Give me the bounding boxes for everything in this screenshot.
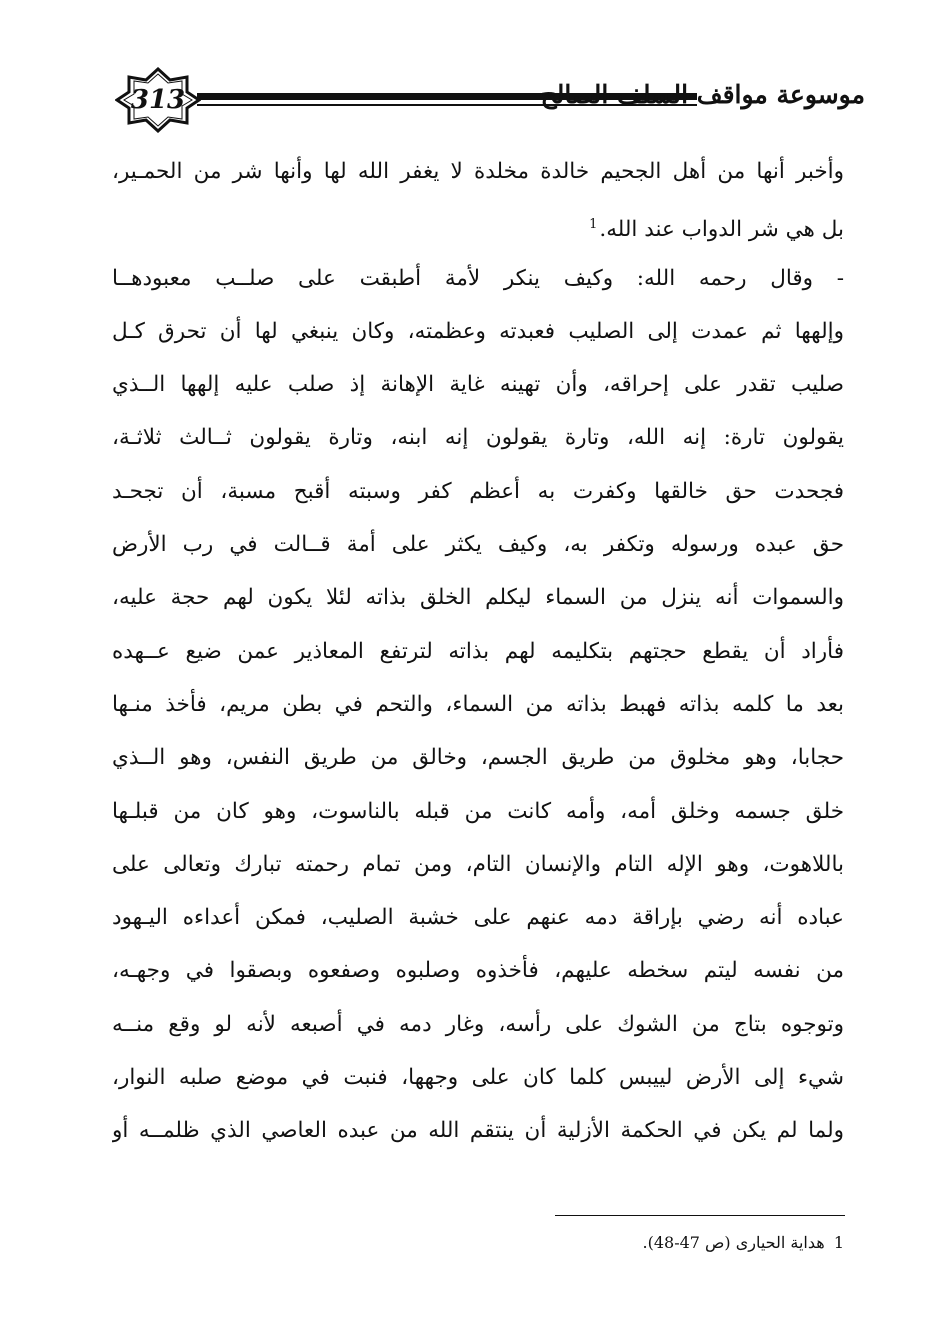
text-line: بل هي شر الدواب عند الله.$^1$ [589,217,844,243]
text-line: فأراد أن يقطع حجتهم بتكليمه لهم بذاته لترتفع المعاذير عمن ضيع عــهده [112,638,844,664]
footnote-number: 1 [833,1233,844,1252]
text-line: من نفسه ليتم سخطه عليهم، فأخذوه وصلبوه وصفعوه وبصقوا في وجهـه، [112,958,844,984]
page-header [105,65,865,135]
text-line: بعد ما كلمه بذاته فهبط بذاته من السماء، والتحم في بطن مريم، فأخذ منـها [112,691,844,717]
text-line: - وقال رحمه الله: وكيف ينكر لأمة أطبقت على صلــب معبودهــا [112,265,844,291]
footnote [643,1233,845,1252]
page-number: 313 [130,85,186,115]
text-line: يقولون تارة: إنه الله، وتارة يقولون إنه ابنه، وتارة يقولون ثــالث ثلاثـة، [112,425,844,451]
text-line: ولما لم يكن في الحكمة الأزلية أن ينتقم الله من عبده العاصي الذي ظلمــه أو [112,1118,844,1144]
text-line: وأخبر أنها من أهل الجحيم خالدة مخلدة لا يغفر الله لها وأنها شر من الحمـير، [112,159,844,184]
series-title: موسوعة مواقف السلف الصالح [540,80,865,109]
text-line: شيء إلى الأرض لييبس كلما كان على وجهها، فنبت في موضع صلبه النوار، [112,1065,844,1091]
text-line: حق عبده ورسوله وتكفر به، وكيف يكثر على أمة قــالت في رب الأرض [112,532,844,558]
footnote-separator [555,1215,845,1216]
text-line: فجحدت حق خالقها وكفرت به أعظم كفر وسبته أقبح مسبة، أن تجحـد [112,478,844,504]
body-text [112,145,844,1158]
text-line: صليب تقدر على إحراقه، وأن تهينه غاية الإهانة إذ صلب عليه إلهها الــذي [112,372,844,398]
text-line: خلق جسمه وخلق أمه، وأمه كانت من قبله بالناسوت، وهو كان من قبلـها [112,798,844,824]
page-number-badge [115,67,201,133]
text-line: وتوجوه بتاج من الشوك على رأسه، وغار دمه في أصبعه لأنه لو وقع منــه [112,1011,844,1037]
text-line: حجابا، وهو مخلوق من طريق الجسم، وخالق من طريق النفس، وهو الــذي [112,745,844,771]
footnote-text: هداية الحيارى (ص 47-48). [642,1233,825,1252]
text-line: عباده أنه رضي بإراقة دمه عنهم على خشبة الصليب، فمكن أعداءه اليـهود [112,905,844,931]
text-line: والسموات أنه ينزل من السماء ليكلم الخلق بذاته لئلا يكون لهم حجة عليه، [112,585,844,611]
text-line: وإلهها ثم عمدت إلى الصليب فعبدته وعظمته، وكان ينبغي لها أن تحرق كـل [112,318,844,344]
text-line: باللاهوت، وهو الإله التام والإنسان التام، ومن تمام رحمته تبارك وتعالى على [112,851,844,877]
footnote-marker: 1 [589,217,598,233]
